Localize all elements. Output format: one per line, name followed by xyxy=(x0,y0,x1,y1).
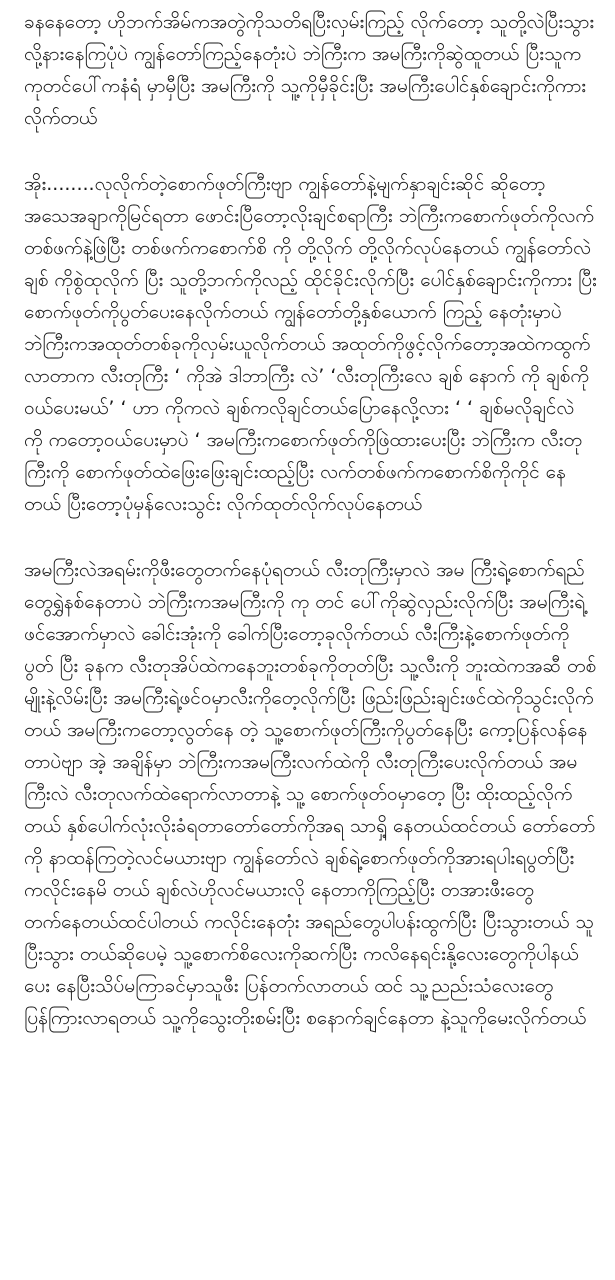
paragraph-2: အိုး........လုလိုက်တဲ့စောက်ဖုတ်ကြီးဗျာ ကျွန်တော်နဲ့မျက်နှာချင်းဆိုင် ဆိုတော့ အသေအချာကိုမြင်ရတာ ဖောင်းပြီတော့လိုးချင်စရာကြီး ဘဲကြီးကစောက်ဖုတ်ကိုလက် တစ်ဖက်နဲ့ဖြဲပြီး တစ်ဖက်ကစောက်စိ ကို တို့လိုက် တို့လိုက်လုပ်နေတယ် ကျွန်တော်လဲ ချစ် ကိုစွဲထုလိုက် ပြီး သူတို့ဘက်ကိုလည့် ထိုင်ခိုင်းလိုက်ပြီး ပေါင်နှစ်ချောင်းကိုကား ပြီး စောက်ဖုတ်ကိုပွတ်ပေးနေလိုက်တယ် ကျွန်တော်တို့နှစ်ယောက် ကြည့် နေတုံးမှာပဲ ဘဲကြီးကအထုတ်တစ်ခုကိုလှမ်းယူလိုက်တယ် အထုတ်ကိုဖွင့်လိုက်တော့အထဲကထွက်လာတာက လီးတုကြီး ‘ ကိုအဲ ဒါဘာကြီး လဲ’ ‘လီးတုကြီးလေ ချစ် နောက် ကို ချစ်ကိုဝယ်ပေးမယ်’ ‘ ဟာ ကိုကလဲ ချစ်ကလိုချင်တယ်ပြောနေလို့လား ‘ ‘ ချစ်မလိုချင်လဲ ကို ကတော့ဝယ်ပေးမှာပဲ ‘ အမကြီးကစောက်ဖုတ်ကိုဖြဲထားပေးပြီး ဘဲကြီးက လီးတုကြီးကို စောက်ဖုတ်ထဲဖြေးဖြေးချင်းထည့်ပြီး လက်တစ်ဖက်ကစောက်စိကိုကိုင် နေတယ် ပြီးတော့ပုံမှန်လေးသွင်း လိုက်ထုတ်လိုက်လုပ်နေတယ် xyxy=(24,173,597,515)
paragraph-1: ခနနေတော့ ဟိုဘက်အိမ်ကအတွဲကိုသတိရပြီးလှမ်းကြည့် လိုက်တော့ သူတို့လဲပြီးသွားလို့နားနေကြပုံပဲ ကျွန်တော်ကြည့်နေတုံးပဲ ဘဲကြီးက အမကြီးကိုဆွဲထူတယ် ပြီးသူကကုတင်ပေါ်ကနံရံ မှာမှီပြီး အမကြီးကို သူ့ကိုမှီခိုင်းပြီး အမကြီးပေါင်နှစ်ချောင်းကိုကားလိုက်တယ် xyxy=(24,11,595,129)
paragraph-3: အမကြီးလဲအရမ်းကိုဖီးတွေတက်နေပုံရတယ် လီးတုကြီးမှာလဲ အမ ကြီးရဲ့စောက်ရည်တွေရွှဲနစ်နေတာပဲ ဘဲကြီးကအမကြီးကို ကု တင် ပေါ်ကိုဆွဲလှည်းလိုက်ပြီး အမကြီးရဲ့ဖင်အောက်မှာလဲ ခေါင်းအုံးကို ခေါက်ပြီးတော့ခုလိုက်တယ် လီးကြီးနဲ့စောက်ဖုတ်ကိုပွတ် ပြီး ခုနက လီးတုအိပ်ထဲကနေဘူးတစ်ခုကိုတုတ်ပြီး သူ့လီးကို ဘူးထဲကအဆီ တစ်မျိုးနဲ့လိမ်းပြီး အမကြီးရဲ့ဖင်ဝမှာလီးကိုတေ့လိုက်ပြီး ဖြည်းဖြည်းချင်းဖင်ထဲကိုသွင်းလိုက်တယ် အမကြီးကတော့လွတ်နေ တဲ့ သူ့စောက်ဖုတ်ကြီးကိုပွတ်နေပြီး ကော့ပြန်လန်နေ တာပဲဗျာ အဲ့ အချိန်မှာ ဘဲကြီးကအမကြီးလက်ထဲကို လီးတုကြီးပေးလိုက်တယ် အမကြီးလဲ လီးတုလက်ထဲရောက်လာတာနဲ့ သူ့ စောက်ဖုတ်ဝမှာတေ့ ပြီး ထိုးထည့်လိုက်တယ် နှစ်ပေါက်လုံးလိုးခံရတာတော်တော်ကိုအရ သာရှိ့ နေတယ်ထင်တယ် တော်တော်ကို နာထန်ကြတဲ့လင်မယားဗျာ ကျွန်တော်လဲ ချစ်ရဲ့စောက်ဖုတ်ကိုအားရပါးရပွတ်ပြီး ကလိုင်းနေမိ တယ် ချစ်လဲဟိုလင်မယားလို နေတာကိုကြည့်ပြီး တအားဖီးတွေ တက်နေတယ်ထင်ပါတယ် ကလိုင်းနေတုံး အရည်တွေပါပန်းထွက်ပြီး ပြီးသွားတယ် သူပြီးသွား တယ်ဆိုပေမဲ့ သူ့စောက်စိလေးကိုဆက်ပြီး ကလိနေရင်းနို့လေးတွေကိုပါနယ်ပေး နေပြီးသိပ်မကြာခင်မှာသူဖီး ပြန်တက်လာတယ် ထင် သူ့ညည်းသံလေးတွေပြန်ကြားလာရတယ် သူ့ကိုသွေးတိုးစမ်းပြီး စနောက်ချင်နေတာ နဲ့သူကိုမေးလိုက်တယ် xyxy=(24,559,597,1029)
